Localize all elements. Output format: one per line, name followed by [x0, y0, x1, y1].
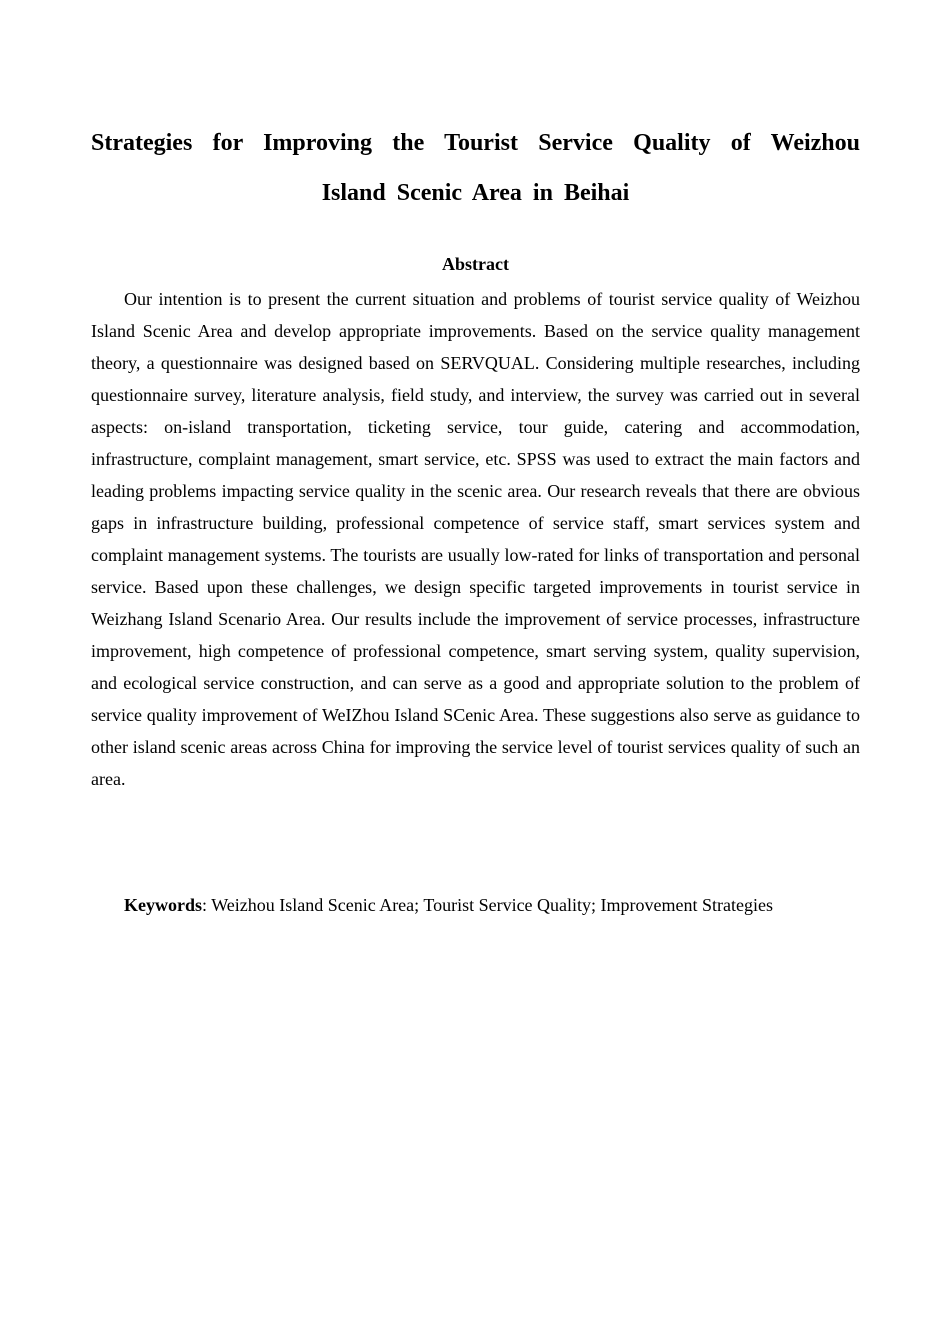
keywords-separator: : — [202, 895, 212, 915]
keywords-text: Weizhou Island Scenic Area; Tourist Service Quality; Improvement Strategies — [211, 895, 773, 915]
abstract-heading: Abstract — [442, 254, 509, 274]
abstract-body: Our intention is to present the current situation and problems of tourist service quality of Weizhou Island Scenic Area and develop appropriate improvements. Based on the service quality management theory, a questionnaire was designed based on SERVQUAL. Considering multiple researches, including questionnaire survey, literature analysis, field study, and interview, the survey was carried out in several aspects: on-island transportation, ticketing service, tour guide, catering and accommodation, infrastructure, complaint management, smart service, etc. SPSS was used to extract the main factors and leading problems impacting service quality in the scenic area. Our research reveals that there are obvious gaps in infrastructure building, professional competence of service staff, smart services system and complaint management systems. The tourists are usually low-rated for links of transportation and personal service. Based upon these challenges, we design specific targeted improvements in tourist service in Weizhang Island Scenario Area. Our results include the improvement of service processes, infrastructure improvement, high competence of professional competence, smart serving system, quality supervision, and ecological service construction, and can serve as a good and appropriate solution to the problem of service quality improvement of WeIZhou Island SCenic Area. These suggestions also serve as guidance to other island scenic areas across China for improving the service level of tourist services quality of such an area. — [91, 289, 860, 789]
paper-title: Strategies for Improving the Tourist Service Quality of Weizhou Island Scenic Area in Beihai — [91, 130, 860, 206]
keywords-label: Keywords — [124, 895, 202, 915]
keywords-line — [124, 890, 860, 920]
